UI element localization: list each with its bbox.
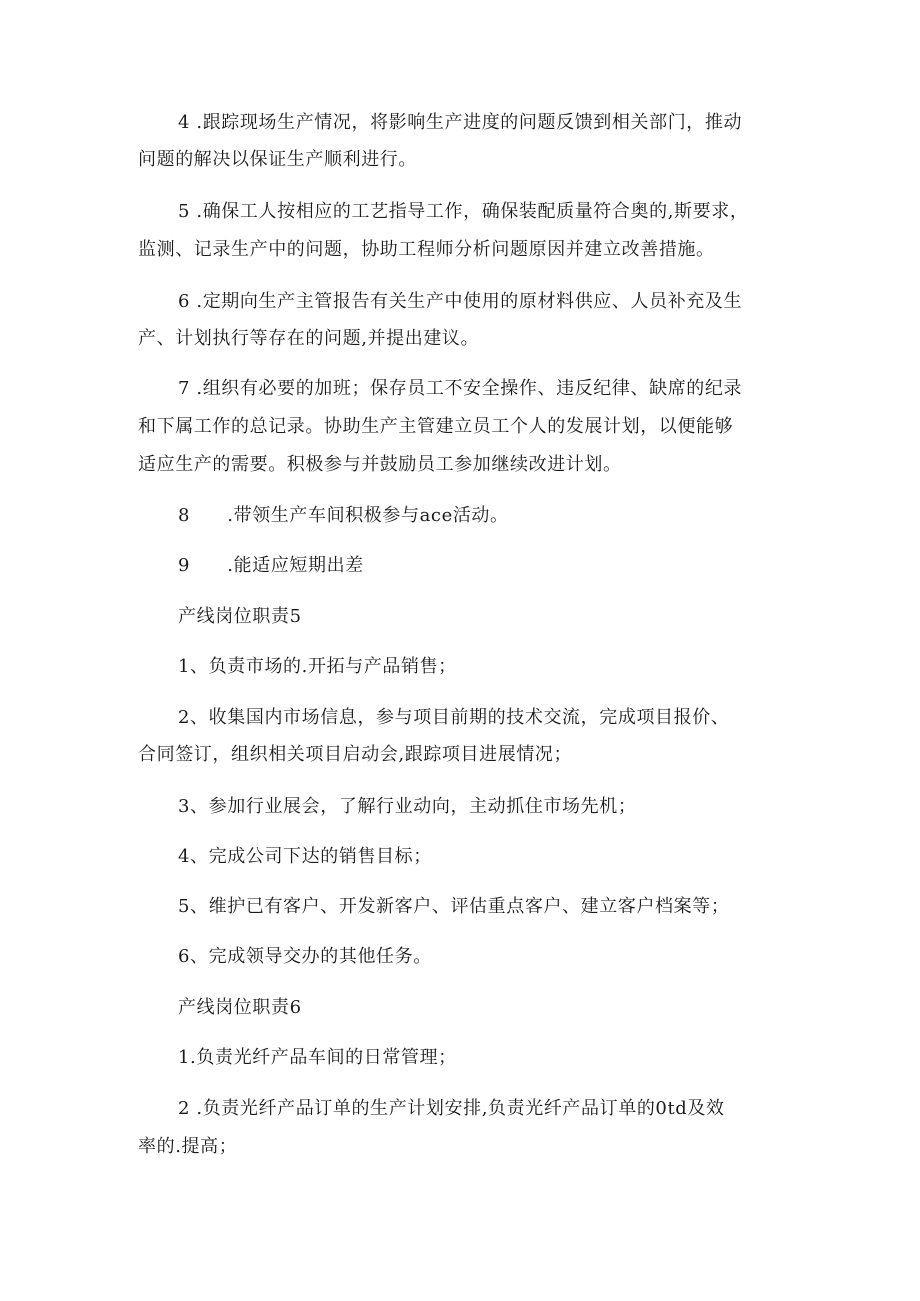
paragraph-line: 1.负责光纤产品车间的日常管理；: [178, 1047, 457, 1068]
paragraph-line: 问题的解决以保证生产顺利进行。: [138, 149, 417, 170]
paragraph-line: 适应生产的需要。积极参与并鼓励员工参加继续改进计划。: [138, 454, 622, 475]
section-heading: 产线岗位职责6: [178, 997, 302, 1018]
paragraph-line: 产、计划执行等存在的问题,并提出建议。: [138, 328, 480, 349]
section-heading: 产线岗位职责5: [178, 606, 302, 627]
paragraph-line: 2、收集国内市场信息，参与项目前期的技术交流，完成项目报价、: [178, 707, 730, 728]
paragraph-line: 监测、记录生产中的问题，协助工程师分析问题原因并建立改善措施。: [138, 239, 715, 260]
paragraph-line: 4、完成公司下达的销售目标；: [178, 846, 432, 867]
paragraph-line: 4 .跟踪现场生产情况，将影响生产进度的问题反馈到相关部门，推动: [178, 112, 743, 133]
paragraph-line: 6 .定期向生产主管报告有关生产中使用的原材料供应、人员补充及生: [178, 291, 743, 312]
paragraph-line: 5、维护已有客户、开发新客户、评估重点客户、建立客户档案等；: [178, 896, 730, 917]
paragraph-line: 5 .确保工人按相应的工艺指导工作，确保装配质量符合奥的,斯要求，: [178, 201, 749, 222]
paragraph-line: 2 .负责光纤产品订单的生产计划安排,负责光纤产品订单的0td及效: [178, 1098, 725, 1119]
paragraph-line: 6、完成领导交办的其他任务。: [178, 946, 432, 967]
paragraph-line: 8 .带领生产车间积极参与ace活动。: [178, 505, 509, 526]
paragraph-line: 1、负责市场的.开拓与产品销售；: [178, 656, 457, 677]
paragraph-line: 率的.提高；: [138, 1136, 238, 1157]
paragraph-line: 合同签订，组织相关项目启动会,跟踪项目进展情况；: [138, 744, 573, 765]
paragraph-line: 7 .组织有必要的加班；保存员工不安全操作、违反纪律、缺席的纪录: [178, 378, 743, 399]
paragraph-line: 3、参加行业展会，了解行业动向，主动抓住市场先机；: [178, 796, 637, 817]
paragraph-line: 和下属工作的总记录。协助生产主管建立员工个人的发展计划，以便能够: [138, 416, 734, 437]
paragraph-line: 9 .能适应短期出差: [178, 555, 364, 576]
